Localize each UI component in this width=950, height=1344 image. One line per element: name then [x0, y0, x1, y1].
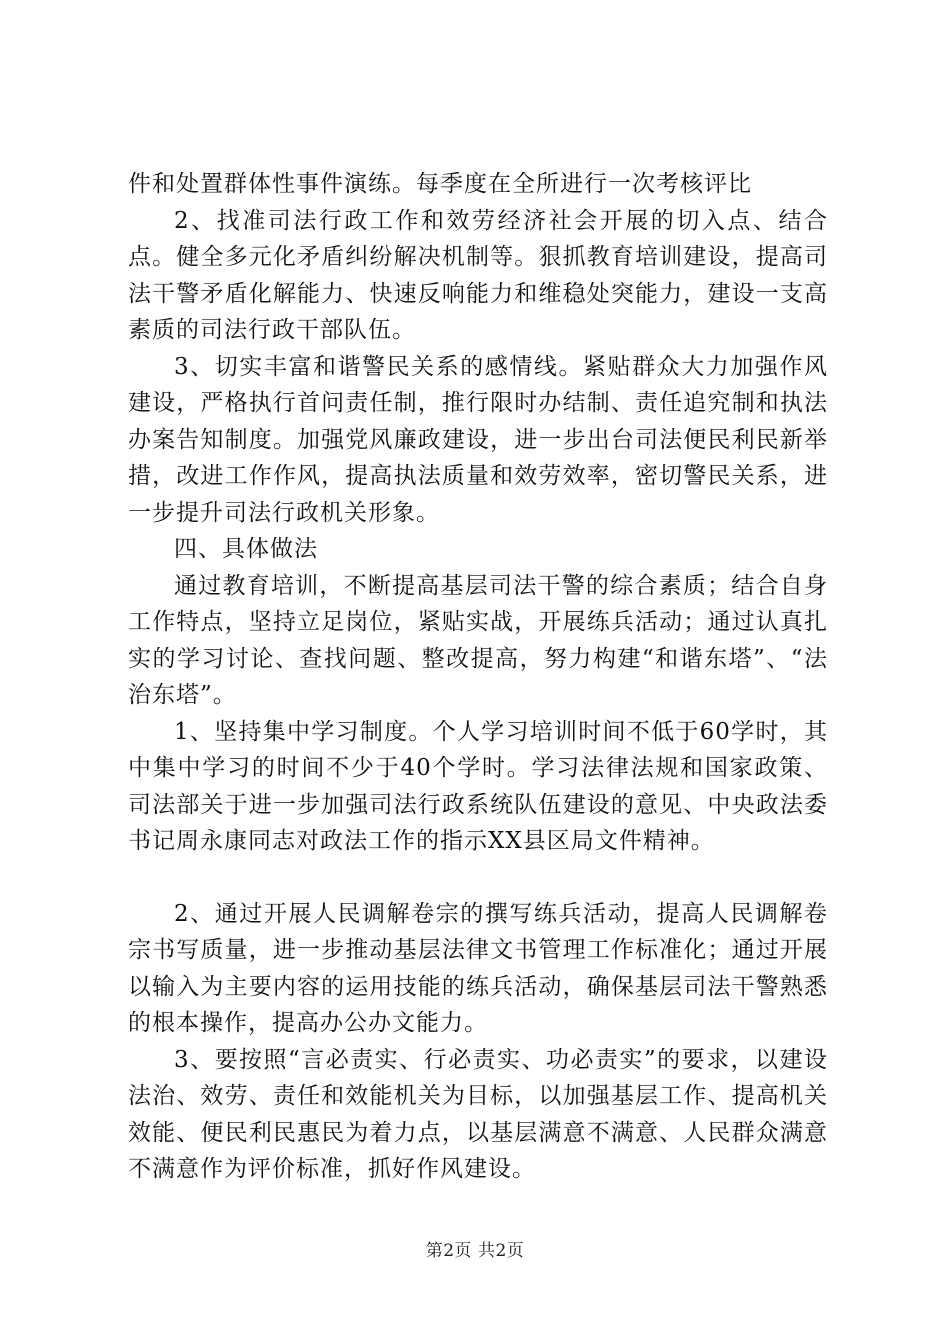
document-body: [128, 166, 828, 1188]
paragraph-intro: 通过教育培训，不断提高基层司法干警的综合素质；结合自身工作特点，坚持立足岗位，紧贴实战，开展练兵活动；通过认真扎实的学习讨论、查找问题、整改提高，努力构建“和谐东塔”、“法治东塔”。: [128, 572, 828, 708]
section-heading-four: 四、具体做法: [174, 536, 318, 562]
paragraph-method-2: 2、通过开展人民调解卷宗的撰写练兵活动，提高人民调解卷宗书写质量，进一步推动基层法律文书管理工作标准化；通过开展以输入为主要内容的运用技能的练兵活动，确保基层司法干警熟悉的根本操作，提高办公办文能力。: [128, 900, 828, 1036]
paragraph-item-3: 3、切实丰富和谐警民关系的感情线。紧贴群众大力加强作风建设，严格执行首问责任制，推行限时办结制、责任追究制和执法办案告知制度。加强党风廉政建设，进一步出台司法便民利民新举措，改进工作作风，提高执法质量和效劳效率，密切警民关系，进一步提升司法行政机关形象。: [128, 353, 828, 526]
paragraph-method-1: 1、坚持集中学习制度。个人学习培训时间不低于60学时，其中集中学习的时间不少于40个学时。学习法律法规和国家政策、司法部关于进一步加强司法行政系统队伍建设的意见、中央政法委书记周永康同志对政法工作的指示XX县区局文件精神。: [128, 718, 828, 854]
paragraph-item-2: 2、找准司法行政工作和效劳经济社会开展的切入点、结合点。健全多元化矛盾纠纷解决机制等。狠抓教育培训建设，提高司法干警矛盾化解能力、快速反响能力和维稳处突能力，建设一支高素质的司法行政干部队伍。: [128, 207, 828, 343]
paragraph-method-3: 3、要按照“言必责实、行必责实、功必责实”的要求，以建设法治、效劳、责任和效能机关为目标，以加强基层工作、提高机关效能、便民利民惠民为着力点，以基层满意不满意、人民群众满意不满意作为评价标准，抓好作风建设。: [128, 1046, 828, 1182]
paragraph-continuation: 件和处置群体性事件演练。每季度在全所进行一次考核评比: [128, 171, 752, 197]
page-footer: 第2页 共2页: [425, 1241, 525, 1261]
